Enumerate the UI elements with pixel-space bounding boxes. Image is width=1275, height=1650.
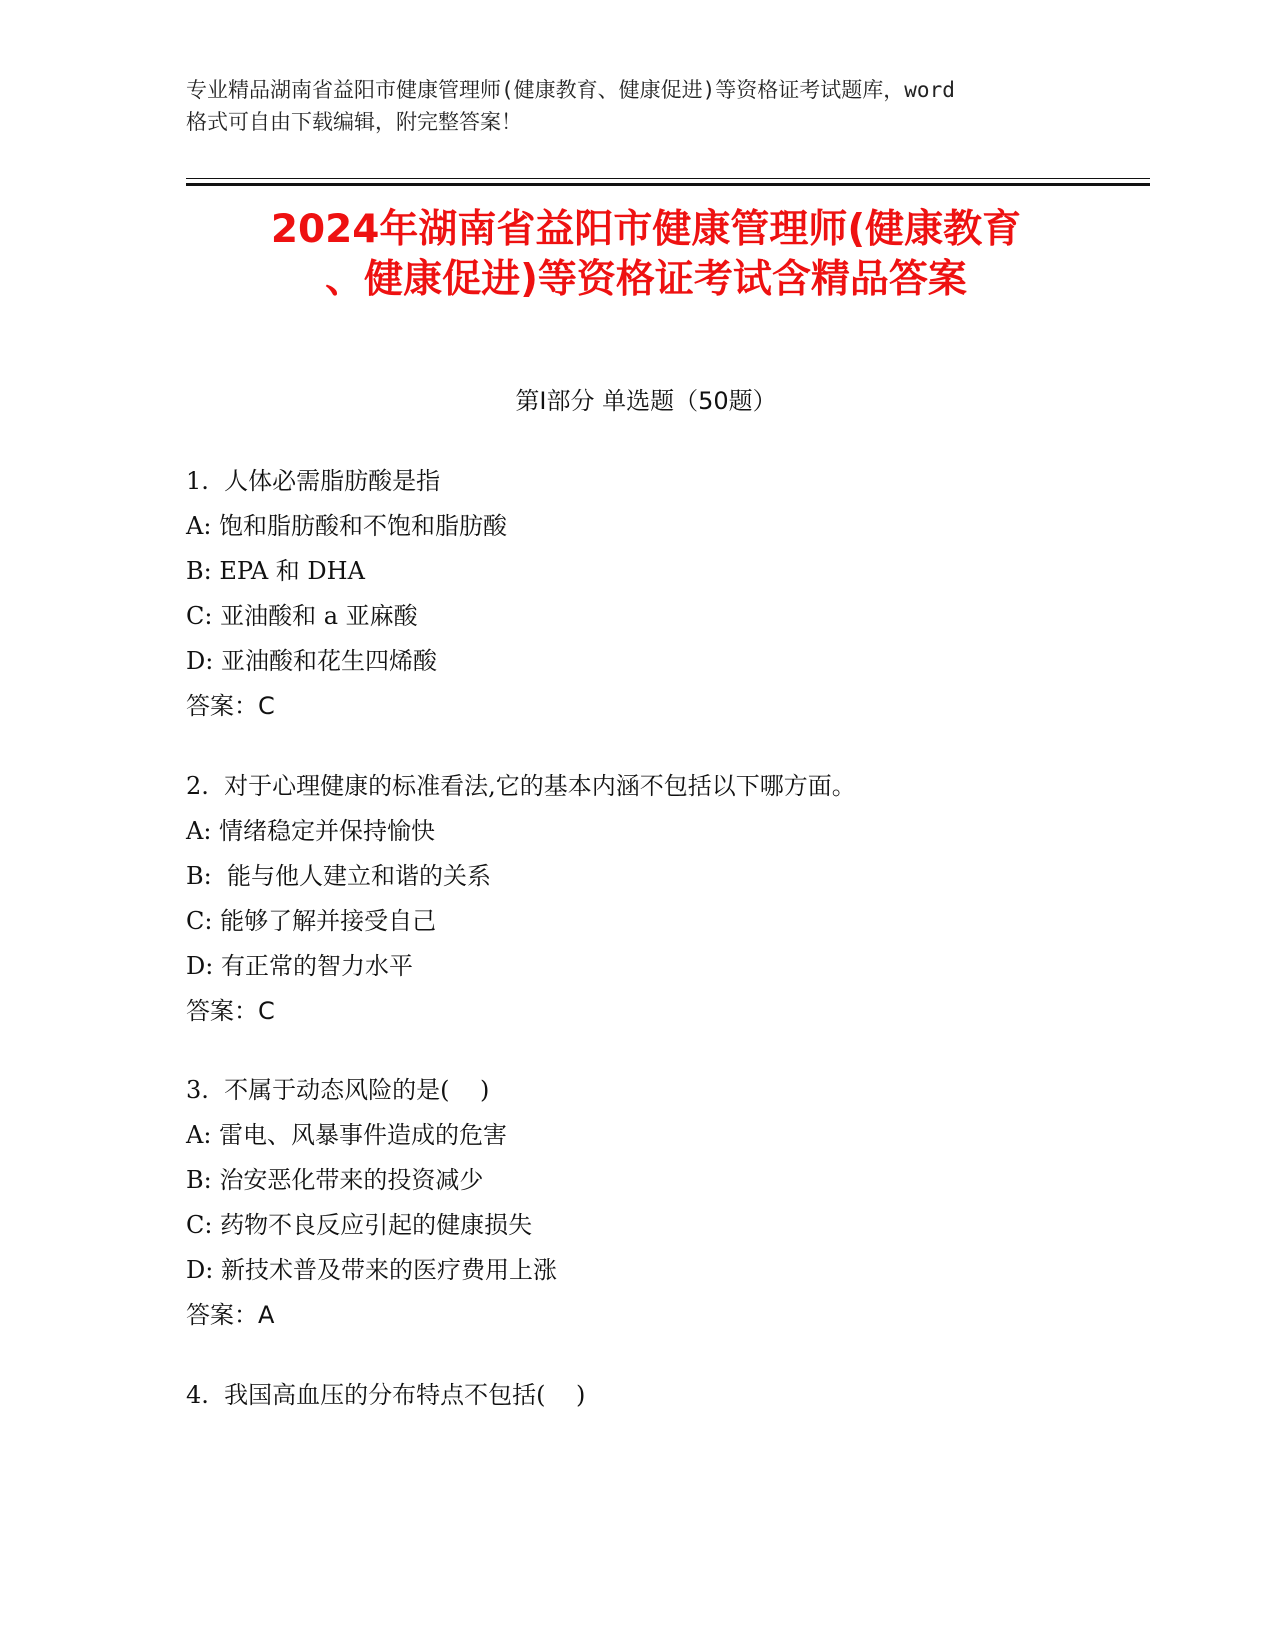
- question-1: [186, 459, 1126, 729]
- question-stem: 3. 不属于动态风险的是( ): [186, 1076, 490, 1104]
- header-note-line-2: 格式可自由下载编辑，附完整答案！: [186, 110, 522, 134]
- option-d: D: 新技术普及带来的医疗费用上涨: [186, 1256, 557, 1284]
- answer: 答案：C: [186, 997, 275, 1025]
- question-2: [186, 764, 1126, 1034]
- header-rule-thin: [186, 178, 1150, 179]
- answer: 答案：C: [186, 692, 275, 720]
- option-d: D: 亚油酸和花生四烯酸: [186, 647, 437, 675]
- question-3: [186, 1068, 1126, 1338]
- option-d: D: 有正常的智力水平: [186, 952, 413, 980]
- header-note: [186, 74, 1086, 138]
- document-title-line-1: 2024年湖南省益阳市健康管理师(健康教育: [270, 207, 1022, 252]
- option-b: B: 治安恶化带来的投资减少: [186, 1166, 484, 1194]
- header-rule-thick: [186, 183, 1150, 186]
- document-title: [186, 205, 1106, 305]
- section-heading: 第Ⅰ部分 单选题（50题）: [515, 387, 777, 415]
- answer: 答案：A: [186, 1301, 275, 1329]
- option-a: A: 雷电、风暴事件造成的危害: [186, 1121, 508, 1149]
- header-note-line-1: 专业精品湖南省益阳市健康管理师(健康教育、健康促进)等资格证考试题库，word: [186, 78, 955, 102]
- option-c: C: 亚油酸和 a 亚麻酸: [186, 602, 418, 630]
- option-b: B: EPA 和 DHA: [186, 557, 365, 585]
- question-stem: 2. 对于心理健康的标准看法,它的基本内涵不包括以下哪方面。: [186, 772, 856, 800]
- option-b: B: 能与他人建立和谐的关系: [186, 862, 491, 890]
- question-stem: 1. 人体必需脂肪酸是指: [186, 467, 441, 495]
- document-title-line-2: 、健康促进)等资格证考试含精品答案: [325, 257, 967, 302]
- question-stem: 4. 我国高血压的分布特点不包括( ): [186, 1381, 586, 1409]
- option-c: C: 药物不良反应引起的健康损失: [186, 1211, 533, 1239]
- option-a: A: 情绪稳定并保持愉快: [186, 817, 436, 845]
- option-a: A: 饱和脂肪酸和不饱和脂肪酸: [186, 512, 508, 540]
- option-c: C: 能够了解并接受自己: [186, 907, 437, 935]
- question-4: [186, 1373, 1126, 1418]
